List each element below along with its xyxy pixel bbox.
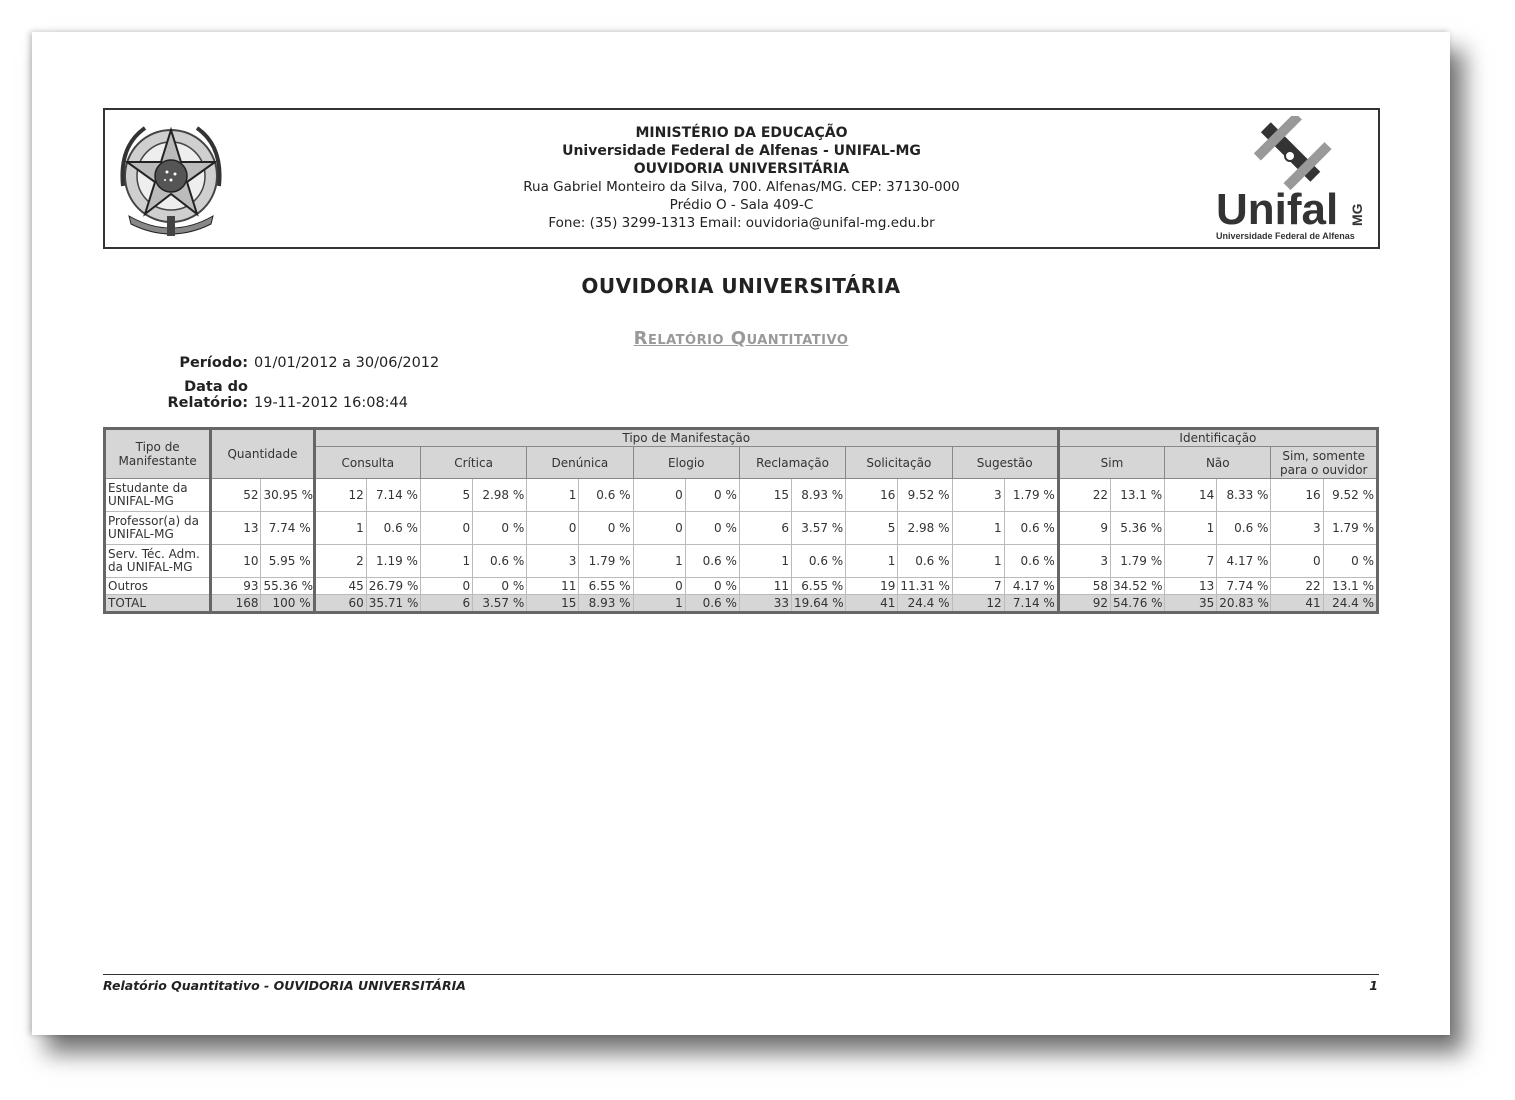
count-cell: 3 xyxy=(527,545,579,578)
count-cell: 35 xyxy=(1165,595,1217,613)
count-cell: 6 xyxy=(420,595,472,613)
ouvidoria-line: OUVIDORIA UNIVERSITÁRIA xyxy=(633,161,850,177)
count-cell: 1 xyxy=(314,512,366,545)
percent-cell: 3.57 % xyxy=(473,595,527,613)
count-cell: 0 xyxy=(420,578,472,595)
percent-cell: 1.79 % xyxy=(1004,479,1058,512)
building-line: Prédio O - Sala 409-C xyxy=(669,197,814,213)
count-cell: 13 xyxy=(211,512,261,545)
percent-cell: 19.64 % xyxy=(792,595,846,613)
percent-cell: 2.98 % xyxy=(473,479,527,512)
count-cell: 14 xyxy=(1165,479,1217,512)
count-cell: 0 xyxy=(1271,545,1323,578)
percent-cell: 13.1 % xyxy=(1323,578,1377,595)
percent-cell: 0 % xyxy=(685,479,739,512)
percent-cell: 8.93 % xyxy=(579,595,633,613)
header-sim: Sim xyxy=(1058,447,1164,479)
percent-cell: 55.36 % xyxy=(261,578,314,595)
count-cell: 2 xyxy=(314,545,366,578)
percent-cell: 4.17 % xyxy=(1004,578,1058,595)
ministry-line: MINISTÉRIO DA EDUCAÇÃO xyxy=(635,125,848,141)
count-cell: 1 xyxy=(633,595,685,613)
header-sugestao: Sugestão xyxy=(952,447,1058,479)
percent-cell: 13.1 % xyxy=(1110,479,1164,512)
percent-cell: 35.71 % xyxy=(366,595,420,613)
percent-cell: 1.79 % xyxy=(1323,512,1377,545)
count-cell: 6 xyxy=(739,512,791,545)
percent-cell: 34.52 % xyxy=(1110,578,1164,595)
percent-cell: 11.31 % xyxy=(898,578,952,595)
svg-text:Unifal: Unifal xyxy=(1216,185,1339,234)
footer-divider xyxy=(103,974,1379,975)
footer-title: Relatório Quantitativo - OUVIDORIA UNIVERSITÁRIA xyxy=(103,978,466,993)
count-cell: 22 xyxy=(1058,479,1110,512)
address-line: Rua Gabriel Monteiro da Silva, 700. Alfenas/MG. CEP: 37130-000 xyxy=(523,179,960,195)
count-cell: 3 xyxy=(1058,545,1110,578)
count-cell: 45 xyxy=(314,578,366,595)
count-cell: 3 xyxy=(952,479,1004,512)
header-solicitacao: Solicitação xyxy=(846,447,952,479)
percent-cell: 2.98 % xyxy=(898,512,952,545)
count-cell: 5 xyxy=(846,512,898,545)
percent-cell: 6.55 % xyxy=(792,578,846,595)
count-cell: 3 xyxy=(1271,512,1323,545)
brazil-coat-of-arms-icon xyxy=(115,116,227,240)
percent-cell: 0 % xyxy=(473,512,527,545)
row-label: TOTAL xyxy=(105,595,211,613)
table-row xyxy=(105,545,1378,578)
percent-cell: 0.6 % xyxy=(685,595,739,613)
report-date-value: 19-11-2012 16:08:44 xyxy=(254,395,408,411)
university-line: Universidade Federal de Alfenas - UNIFAL-MG xyxy=(562,143,921,159)
percent-cell: 9.52 % xyxy=(898,479,952,512)
svg-text:Universidade Federal de Alfena: Universidade Federal de Alfenas xyxy=(1216,231,1355,241)
percent-cell: 7.14 % xyxy=(366,479,420,512)
contact-line: Fone: (35) 3299-1313 Email: ouvidoria@unifal-mg.edu.br xyxy=(548,215,935,231)
svg-text:MG: MG xyxy=(1349,203,1365,226)
percent-cell: 24.4 % xyxy=(1323,595,1377,613)
percent-cell: 100 % xyxy=(261,595,314,613)
row-label: Outros xyxy=(105,578,211,595)
count-cell: 16 xyxy=(1271,479,1323,512)
percent-cell: 8.93 % xyxy=(792,479,846,512)
count-cell: 11 xyxy=(739,578,791,595)
percent-cell: 0.6 % xyxy=(685,545,739,578)
page-number: 1 xyxy=(1369,978,1378,993)
percent-cell: 0.6 % xyxy=(1004,545,1058,578)
institution-info xyxy=(305,124,1178,232)
report-subtitle: Relatório Quantitativo xyxy=(633,328,849,349)
report-header xyxy=(103,108,1380,249)
table-row xyxy=(105,479,1378,512)
header-quantidade: Quantidade xyxy=(211,429,314,479)
count-cell: 1 xyxy=(952,512,1004,545)
period-value: 01/01/2012 a 30/06/2012 xyxy=(254,355,440,371)
percent-cell: 0.6 % xyxy=(1217,512,1271,545)
count-cell: 0 xyxy=(633,512,685,545)
percent-cell: 24.4 % xyxy=(898,595,952,613)
count-cell: 1 xyxy=(952,545,1004,578)
header-consulta: Consulta xyxy=(314,447,420,479)
count-cell: 33 xyxy=(739,595,791,613)
period-row xyxy=(108,355,439,371)
percent-cell: 7.14 % xyxy=(1004,595,1058,613)
count-cell: 19 xyxy=(846,578,898,595)
count-cell: 1 xyxy=(739,545,791,578)
quantitative-table xyxy=(103,427,1379,614)
percent-cell: 0 % xyxy=(685,578,739,595)
percent-cell: 6.55 % xyxy=(579,578,633,595)
percent-cell: 0.6 % xyxy=(792,545,846,578)
count-cell: 15 xyxy=(739,479,791,512)
percent-cell: 1.79 % xyxy=(579,545,633,578)
header-tipo-manifestacao: Tipo de Manifestação xyxy=(314,429,1058,447)
count-cell: 9 xyxy=(1058,512,1110,545)
header-nao: Não xyxy=(1165,447,1271,479)
row-label: Serv. Téc. Adm. da UNIFAL-MG xyxy=(105,545,211,578)
unifal-logo xyxy=(1212,116,1372,242)
table-row xyxy=(105,578,1378,595)
percent-cell: 26.79 % xyxy=(366,578,420,595)
report-date-label: Data do Relatório: xyxy=(167,379,248,411)
row-label: Estudante da UNIFAL-MG xyxy=(105,479,211,512)
percent-cell: 9.52 % xyxy=(1323,479,1377,512)
count-cell: 41 xyxy=(846,595,898,613)
percent-cell: 54.76 % xyxy=(1110,595,1164,613)
count-cell: 13 xyxy=(1165,578,1217,595)
total-row xyxy=(105,595,1378,613)
percent-cell: 0 % xyxy=(1323,545,1377,578)
count-cell: 58 xyxy=(1058,578,1110,595)
header-elogio: Elogio xyxy=(633,447,739,479)
count-cell: 5 xyxy=(420,479,472,512)
percent-cell: 7.74 % xyxy=(261,512,314,545)
count-cell: 7 xyxy=(952,578,1004,595)
percent-cell: 20.83 % xyxy=(1217,595,1271,613)
header-reclamacao: Reclamação xyxy=(739,447,845,479)
header-denuncia: Denúnica xyxy=(527,447,633,479)
count-cell: 0 xyxy=(633,479,685,512)
count-cell: 52 xyxy=(211,479,261,512)
percent-cell: 0.6 % xyxy=(473,545,527,578)
percent-cell: 8.33 % xyxy=(1217,479,1271,512)
percent-cell: 0 % xyxy=(685,512,739,545)
count-cell: 93 xyxy=(211,578,261,595)
percent-cell: 5.95 % xyxy=(261,545,314,578)
count-cell: 12 xyxy=(952,595,1004,613)
count-cell: 92 xyxy=(1058,595,1110,613)
count-cell: 0 xyxy=(633,578,685,595)
count-cell: 0 xyxy=(527,512,579,545)
percent-cell: 30.95 % xyxy=(261,479,314,512)
report-page xyxy=(32,32,1450,1035)
percent-cell: 4.17 % xyxy=(1217,545,1271,578)
header-critica: Crítica xyxy=(420,447,526,479)
count-cell: 11 xyxy=(527,578,579,595)
count-cell: 1 xyxy=(846,545,898,578)
percent-cell: 0.6 % xyxy=(898,545,952,578)
header-tipo-manifestante: Tipo de Manifestante xyxy=(105,429,211,479)
percent-cell: 0.6 % xyxy=(1004,512,1058,545)
count-cell: 1 xyxy=(1165,512,1217,545)
count-cell: 10 xyxy=(211,545,261,578)
percent-cell: 3.57 % xyxy=(792,512,846,545)
count-cell: 7 xyxy=(1165,545,1217,578)
header-sim-somente-ouvidor: Sim, somente para o ouvidor xyxy=(1271,447,1378,479)
percent-cell: 5.36 % xyxy=(1110,512,1164,545)
count-cell: 41 xyxy=(1271,595,1323,613)
count-cell: 16 xyxy=(846,479,898,512)
table-row xyxy=(105,512,1378,545)
page-title: OUVIDORIA UNIVERSITÁRIA xyxy=(581,274,901,298)
period-label: Período: xyxy=(179,355,248,371)
header-identificacao: Identificação xyxy=(1058,429,1377,447)
row-label: Professor(a) da UNIFAL-MG xyxy=(105,512,211,545)
count-cell: 1 xyxy=(633,545,685,578)
percent-cell: 0.6 % xyxy=(579,479,633,512)
count-cell: 15 xyxy=(527,595,579,613)
percent-cell: 1.19 % xyxy=(366,545,420,578)
count-cell: 12 xyxy=(314,479,366,512)
percent-cell: 0 % xyxy=(579,512,633,545)
count-cell: 1 xyxy=(420,545,472,578)
percent-cell: 0 % xyxy=(473,578,527,595)
count-cell: 1 xyxy=(527,479,579,512)
count-cell: 60 xyxy=(314,595,366,613)
count-cell: 22 xyxy=(1271,578,1323,595)
count-cell: 168 xyxy=(211,595,261,613)
percent-cell: 0.6 % xyxy=(366,512,420,545)
percent-cell: 1.79 % xyxy=(1110,545,1164,578)
percent-cell: 7.74 % xyxy=(1217,578,1271,595)
count-cell: 0 xyxy=(420,512,472,545)
report-date-row xyxy=(108,379,408,411)
